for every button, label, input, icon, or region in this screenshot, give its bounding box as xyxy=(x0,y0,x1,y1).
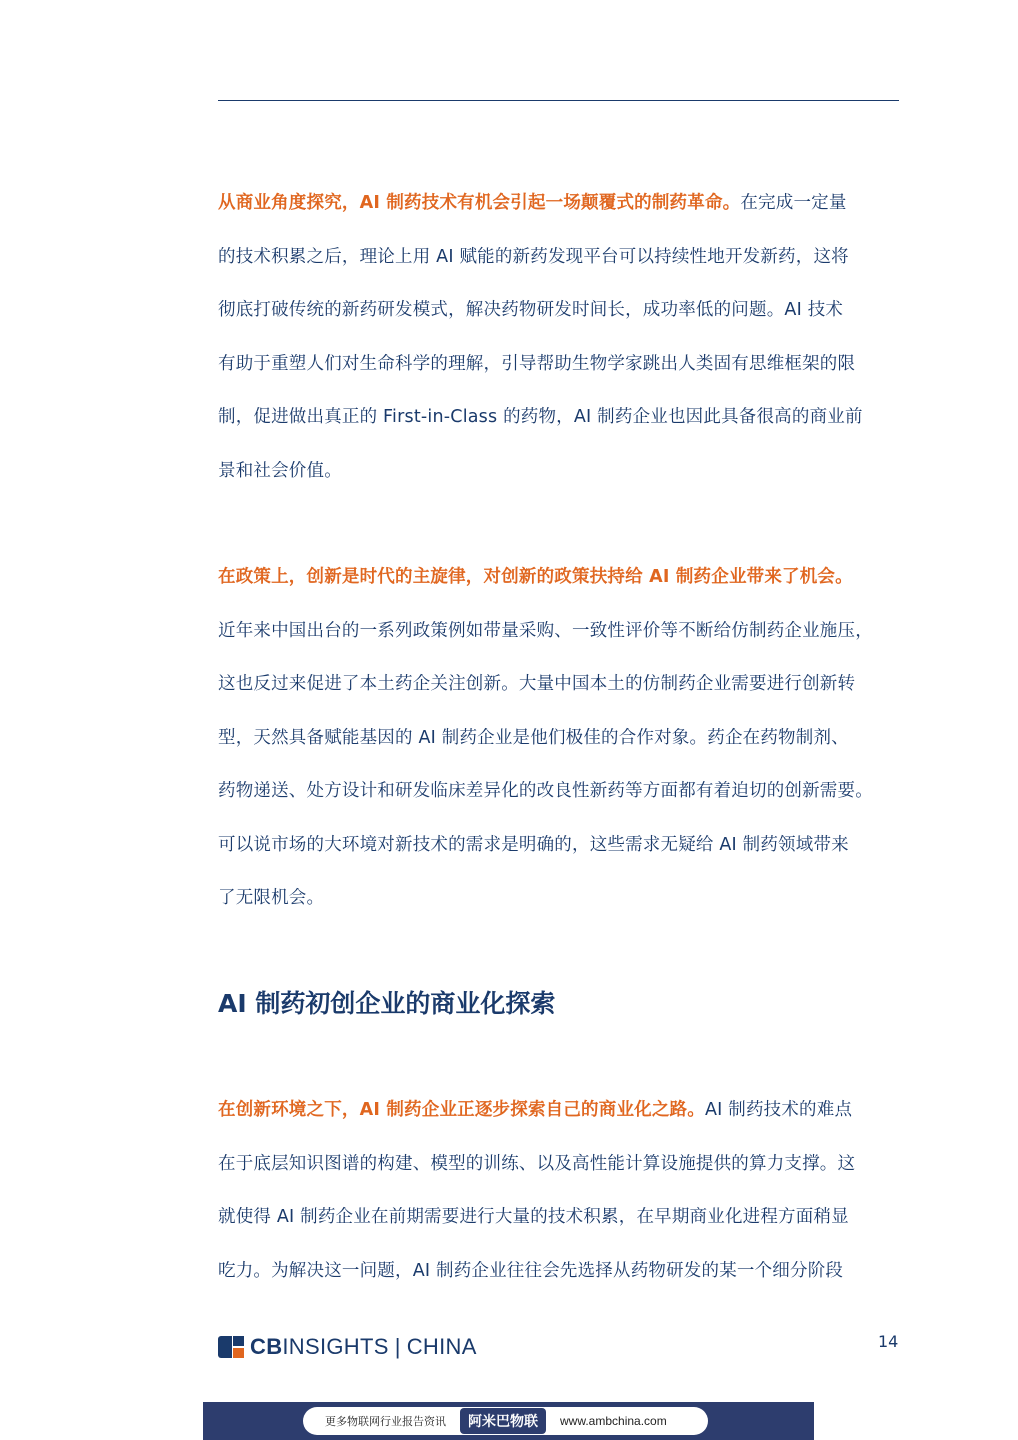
cbinsights-logo-icon xyxy=(218,1336,244,1358)
paragraph-exploration xyxy=(218,1084,908,1298)
text-line: 景和社会价值。 xyxy=(218,460,342,481)
text-line: 近年来中国出台的一系列政策例如带量采购、一致性评价等不断给仿制药企业施压， xyxy=(218,620,873,641)
cbinsights-china-logo xyxy=(218,1334,477,1360)
text-line: 这也反过来促进了本土药企关注创新。大量中国本土的仿制药企业需要进行创新转 xyxy=(218,674,856,694)
text-line: 彻底打破传统的新药研发模式，解决药物研发时间长，成功率低的问题。AI 技术 xyxy=(218,300,844,320)
banner-brand[interactable]: 阿米巴物联 xyxy=(460,1408,546,1434)
text-line: 在创新环境之下，AI 制药企业正逐步探索自己的商业化之路。AI 制药技术的难点 xyxy=(218,1100,853,1120)
text-line: 在政策上，创新是时代的主旋律，对创新的政策扶持给 AI 制药企业带来了机会。 xyxy=(218,567,853,587)
text-line: 可以说市场的大环境对新技术的需求是明确的，这些需求无疑给 AI 制药领域带来 xyxy=(218,834,849,855)
section-heading: AI 制药初创企业的商业化探索 xyxy=(218,989,556,1018)
text-line: 在于底层知识图谱的构建、模型的训练、以及高性能计算设施提供的算力支撑。这 xyxy=(218,1153,856,1174)
text-line: 的技术积累之后，理论上用 AI 赋能的新药发现平台可以持续性地开发新药，这将 xyxy=(218,246,849,267)
paragraph-policy xyxy=(218,551,908,926)
page-number: 14 xyxy=(878,1332,899,1351)
header-rule xyxy=(218,100,899,101)
paragraph-commercial xyxy=(218,177,908,498)
text-line: 吃力。为解决这一问题，AI 制药企业往往会先选择从药物研发的某一个细分阶段 xyxy=(218,1260,844,1281)
text-line: 了无限机会。 xyxy=(218,888,325,908)
banner-url-link[interactable]: www.ambchina.com xyxy=(560,1414,667,1428)
ad-banner[interactable] xyxy=(203,1402,814,1440)
text-line: 制，促进做出真正的 First-in-Class 的药物，AI 制药企业也因此具备很高的商业前 xyxy=(218,407,863,427)
logo-wordmark: CBINSIGHTS | CHINA xyxy=(250,1334,477,1359)
text-line: 从商业角度探究，AI 制药技术有机会引起一场颠覆式的制药革命。在完成一定量 xyxy=(218,193,847,213)
text-line: 药物递送、处方设计和研发临床差异化的改良性新药等方面都有着迫切的创新需要。 xyxy=(218,781,873,801)
banner-tagline: 更多物联网行业报告资讯 xyxy=(325,1415,446,1428)
text-line: 型，天然具备赋能基因的 AI 制药企业是他们极佳的合作对象。药企在药物制剂、 xyxy=(218,727,849,748)
banner-pill[interactable] xyxy=(303,1407,708,1435)
text-line: 有助于重塑人们对生命科学的理解，引导帮助生物学家跳出人类固有思维框架的限 xyxy=(218,353,856,374)
text-line: 就使得 AI 制药企业在前期需要进行大量的技术积累，在早期商业化进程方面稍显 xyxy=(218,1207,849,1227)
